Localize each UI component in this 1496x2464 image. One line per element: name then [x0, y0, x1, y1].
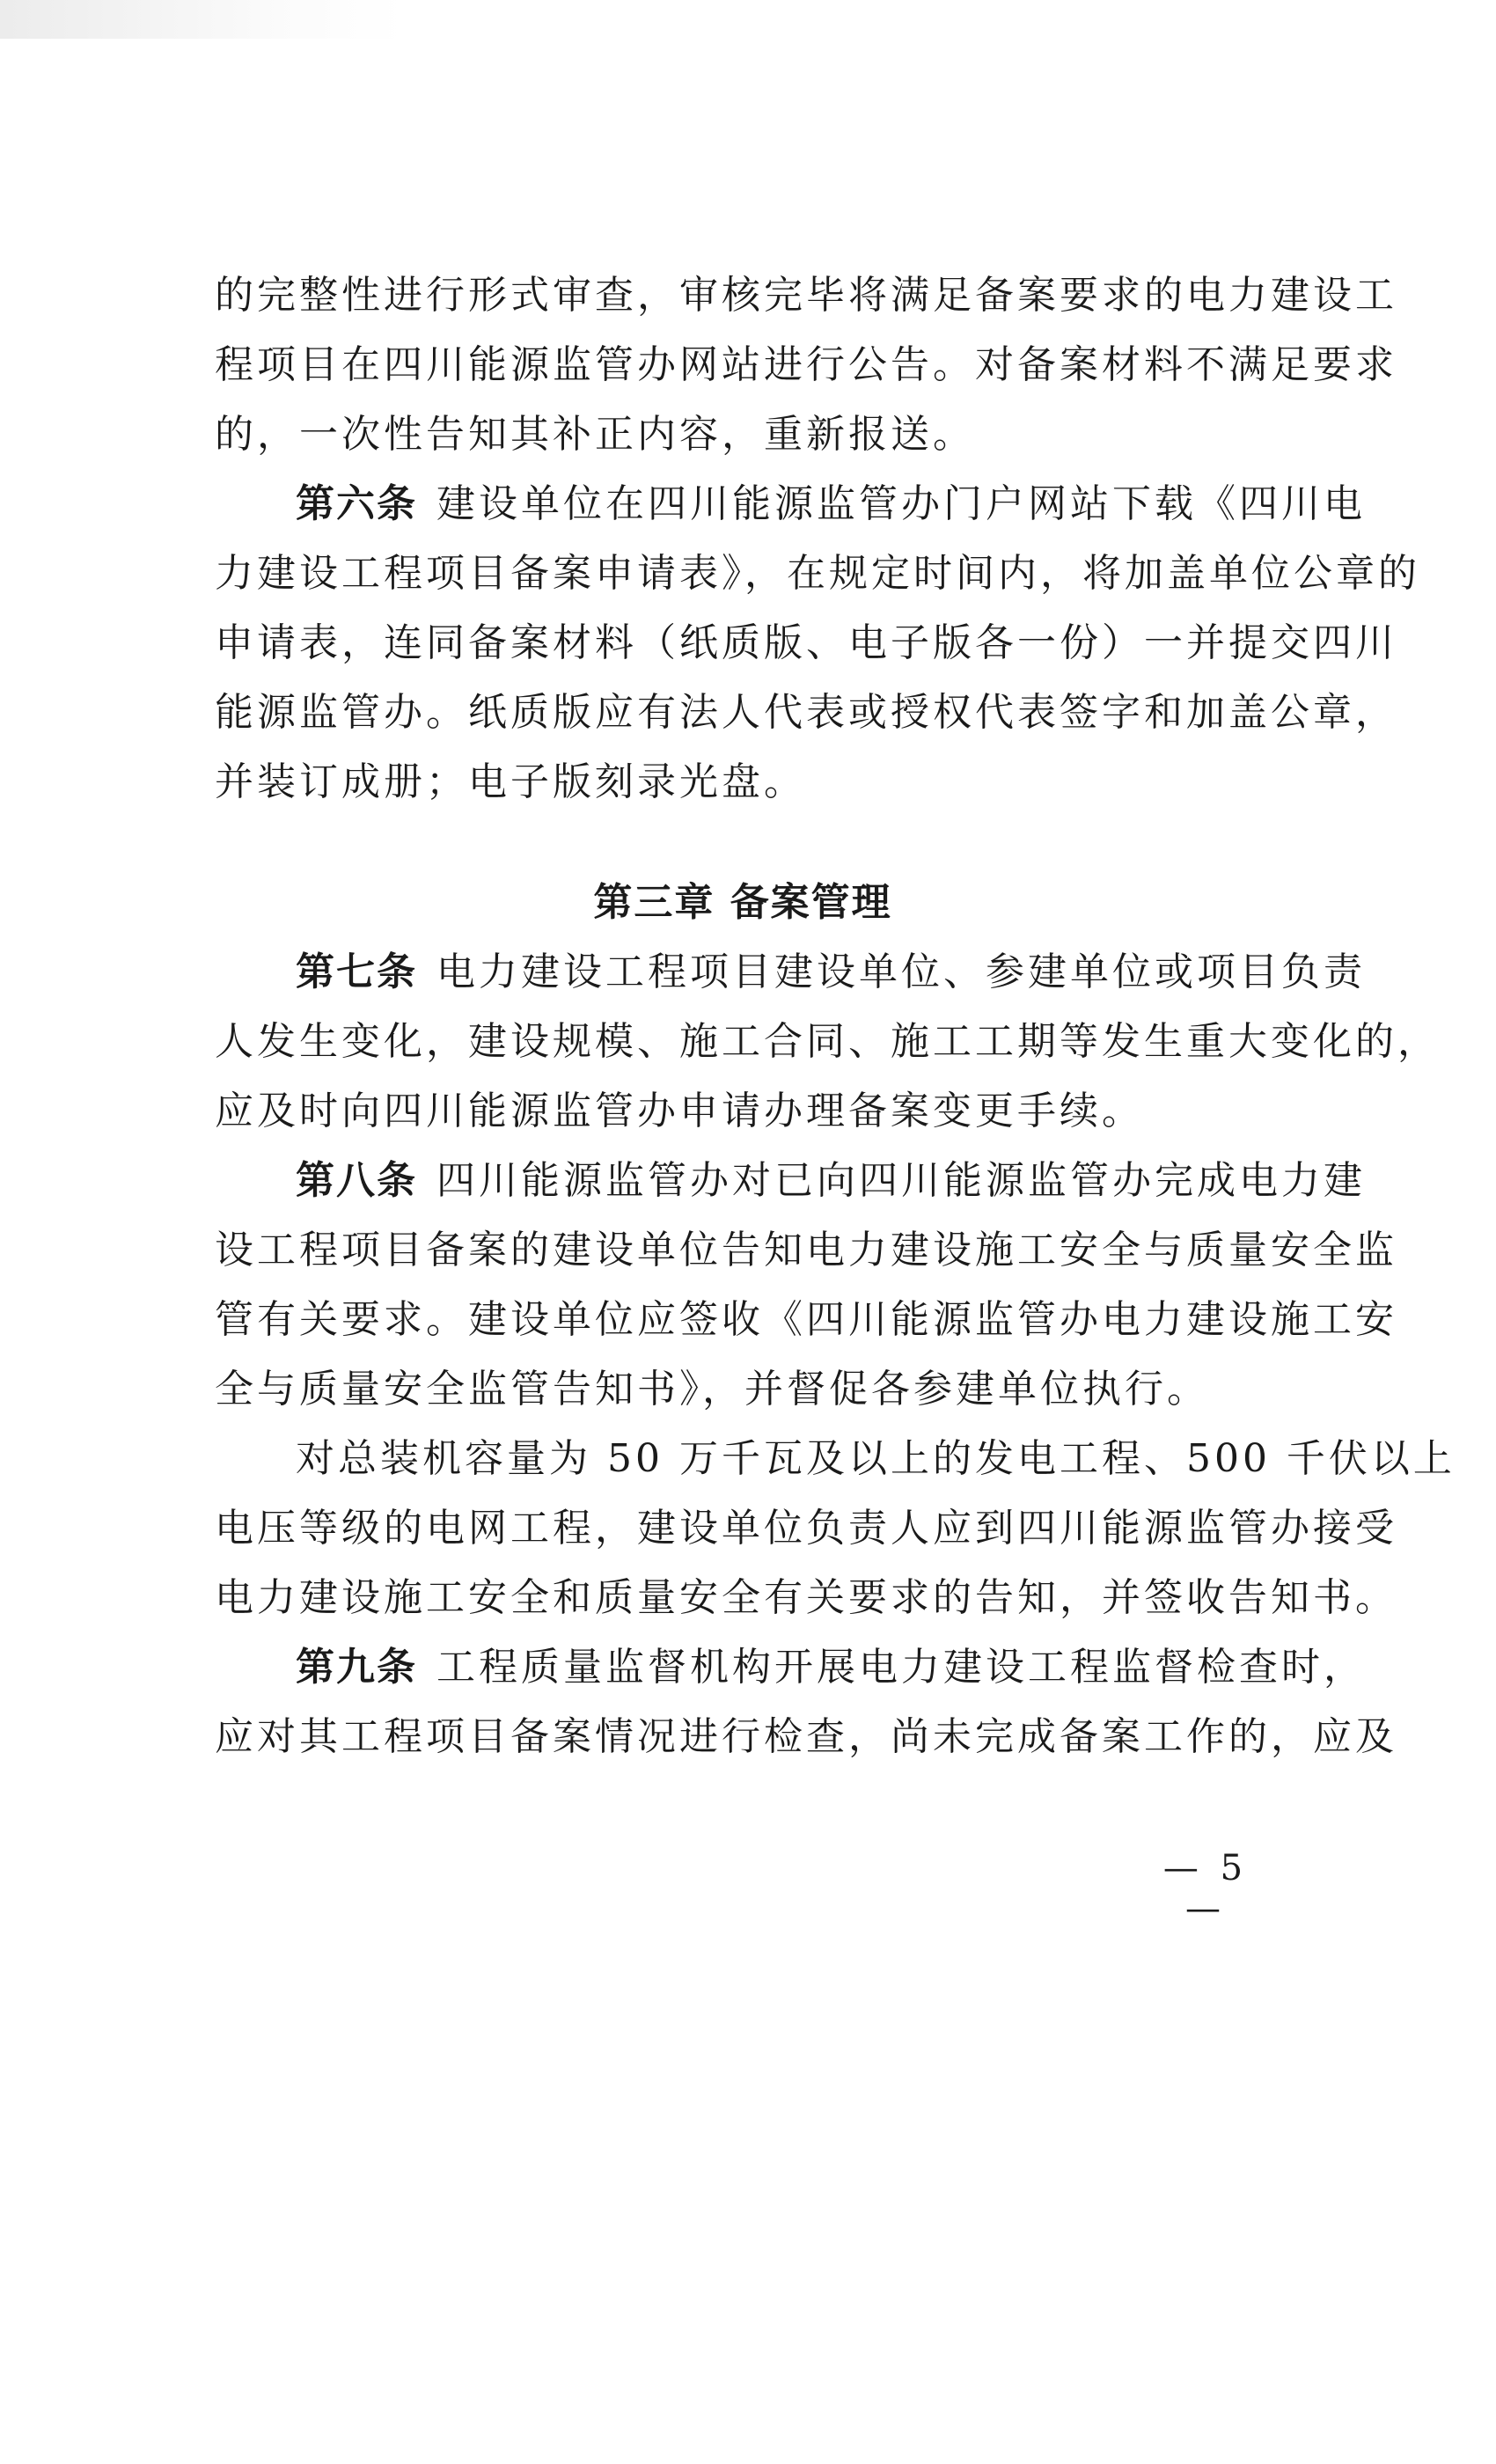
article-first-line — [215, 937, 1366, 1007]
text-line: 程项目在四川能源监管办网站进行公告。对备案材料不满足要求 — [215, 342, 1397, 387]
text-line: 的，一次性告知其补正内容，重新报送。 — [215, 412, 975, 457]
article-6 — [215, 469, 1420, 817]
text-line: 的完整性进行形式审查，审核完毕将满足备案要求的电力建设工 — [215, 273, 1397, 318]
article-first-line — [215, 1146, 1366, 1215]
paragraph-continuation — [215, 260, 1397, 469]
text-line: 应及时向四川能源监管办申请办理备案变更手续。 — [215, 1089, 1144, 1133]
article-number: 第八条 — [296, 1158, 417, 1203]
chapter-title: 第三章 备案管理 — [593, 880, 892, 925]
text-line: 能源监管办。纸质版应有法人代表或授权代表签字和加盖公章， — [215, 690, 1397, 735]
blank-area — [0, 2042, 1496, 2464]
text-line: 人发生变化，建设规模、施工合同、施工工期等发生重大变化的， — [215, 1019, 1440, 1064]
text-line: 对总装机容量为 50 万千瓦及以上的发电工程、500 千伏以上 — [296, 1436, 1456, 1481]
article-number: 第九条 — [296, 1645, 417, 1690]
text-line: 建设单位在四川能源监管办门户网站下载《四川电 — [436, 481, 1366, 526]
text-line: 申请表，连同备案材料（纸质版、电子版各一份）一并提交四川 — [215, 620, 1397, 665]
article-8 — [215, 1146, 1397, 1424]
article-number: 第七条 — [296, 950, 417, 994]
text-line: 设工程项目备案的建设单位告知电力建设施工安全与质量安全监 — [215, 1228, 1397, 1272]
article-number: 第六条 — [296, 481, 417, 526]
text-line: 电力建设施工安全和质量安全有关要求的告知，并签收告知书。 — [215, 1575, 1397, 1620]
text-line: 管有关要求。建设单位应签收《四川能源监管办电力建设施工安 — [215, 1297, 1397, 1342]
document-body — [215, 260, 1456, 1771]
text-line: 电力建设工程项目建设单位、参建单位或项目负责 — [436, 950, 1366, 994]
text-line: 全与质量安全监管告知书》，并督促各参建单位执行。 — [215, 1367, 1209, 1412]
article-9 — [215, 1632, 1397, 1771]
scan-artifact — [0, 0, 405, 39]
article-8-paragraph-2 — [215, 1424, 1456, 1632]
article-first-line — [215, 1632, 1366, 1702]
text-line: 四川能源监管办对已向四川能源监管办完成电力建 — [436, 1158, 1366, 1203]
text-line: 力建设工程项目备案申请表》，在规定时间内，将加盖单位公章的 — [215, 551, 1420, 596]
text-line: 电压等级的电网工程，建设单位负责人应到四川能源监管办接受 — [215, 1506, 1397, 1551]
text-line: 应对其工程项目备案情况进行检查，尚未完成备案工作的，应及 — [215, 1714, 1397, 1759]
article-first-line — [215, 469, 1366, 539]
article-7 — [215, 937, 1440, 1146]
text-line: 并装订成册；电子版刻录光盘。 — [215, 759, 806, 804]
page-number: — 5 — — [1162, 1848, 1249, 1929]
text-line: 工程质量监督机构开展电力建设工程监督检查时， — [436, 1645, 1366, 1690]
